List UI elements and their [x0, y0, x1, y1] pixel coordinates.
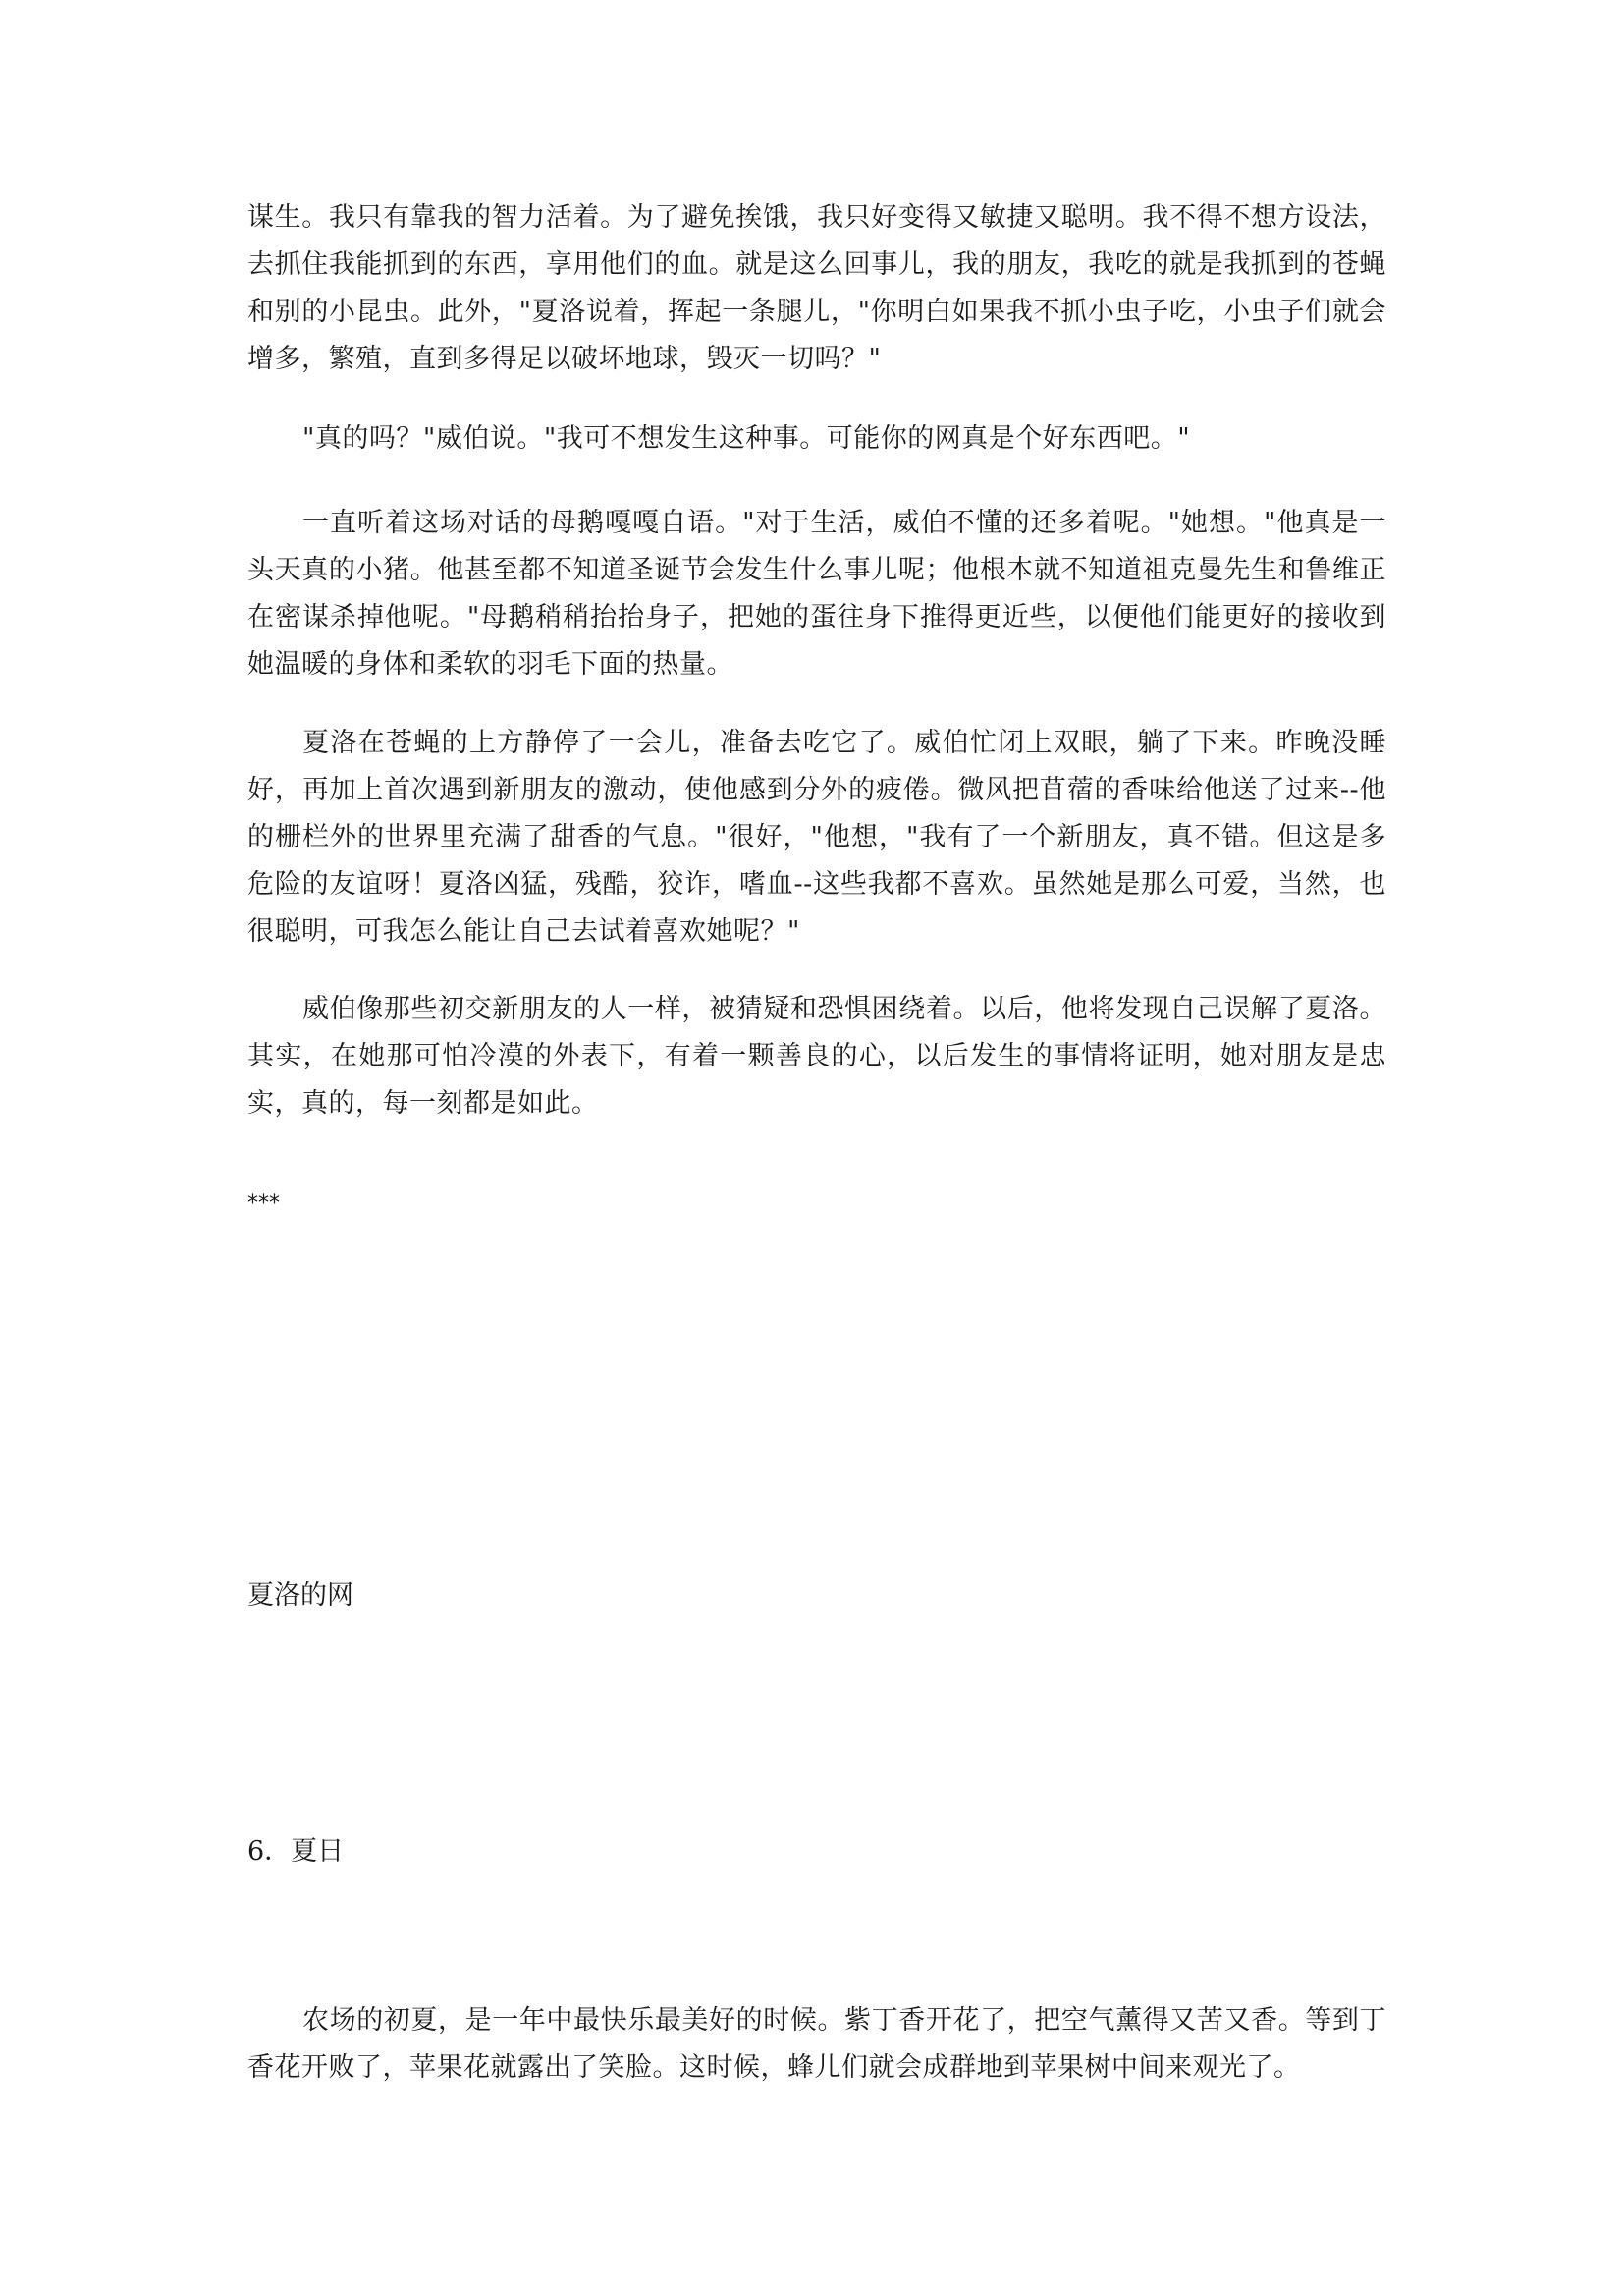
paragraph-5: 威伯像那些初交新朋友的人一样，被猜疑和恐惧困绕着。以后，他将发现自己误解了夏洛。其实，在她那可怕冷漠的外表下，有着一颗善良的心，以后发生的事情将证明，她对朋友是忠实，真的，每一刻都是如此。 [247, 994, 1386, 1119]
paragraph-3: 一直听着这场对话的母鹅嘎嘎自语。"对于生活，威伯不懂的还多着呢。"她想。"他真是一头天真的小猪。他甚至都不知道圣诞节会发生什么事儿呢；他根本就不知道祖克曼先生和鲁维正在密谋杀掉他呢。"母鹅稍稍抬抬身子，把她的蛋往身下推得更近些，以便他们能更好的接收到她温暖的身体和柔软的羽毛下面的热量。 [247, 508, 1386, 680]
paragraph-2: "真的吗？"威伯说。"我可不想发生这种事。可能你的网真是个好东西吧。" [302, 423, 1191, 454]
document-page [247, 0, 1386, 2296]
section-title: 夏洛的网 [247, 1580, 353, 1611]
chapter-paragraph: 农场的初夏，是一年中最快乐最美好的时候。紫丁香开花了，把空气薰得又苦又香。等到丁香花开败了，苹果花就露出了笑脸。这时候，蜂儿们就会成群地到苹果树中间来观光了。 [247, 2005, 1386, 2083]
paragraph-1: 谋生。我只有靠我的智力活着。为了避免挨饿，我只好变得又敏捷又聪明。我不得不想方设法，去抓住我能抓到的东西，享用他们的血。就是这么回事儿，我的朋友，我吃的就是我抓到的苍蝇和别的小昆虫。此外，"夏洛说着，挥起一条腿儿，"你明白如果我不抓小虫子吃，小虫子们就会增多，繁殖，直到多得足以破坏地球，毁灭一切吗？" [247, 202, 1386, 374]
paragraph-4: 夏洛在苍蝇的上方静停了一会儿，准备去吃它了。威伯忙闭上双眼，躺了下来。昨晚没睡好，再加上首次遇到新朋友的激动，使他感到分外的疲倦。微风把苜蓿的香味给他送了过来--他的栅栏外的世界里充满了甜香的气息。"很好，"他想，"我有了一个新朋友，真不错。但这是多危险的友谊呀！夏洛凶猛，残酷，狡诈，嗜血--这些我都不喜欢。虽然她是那么可爱，当然，也很聪明，可我怎么能让自己去试着喜欢她呢？" [247, 728, 1386, 947]
chapter-heading: 6．夏日 [247, 1836, 345, 1867]
section-separator: *** [247, 1191, 280, 1216]
